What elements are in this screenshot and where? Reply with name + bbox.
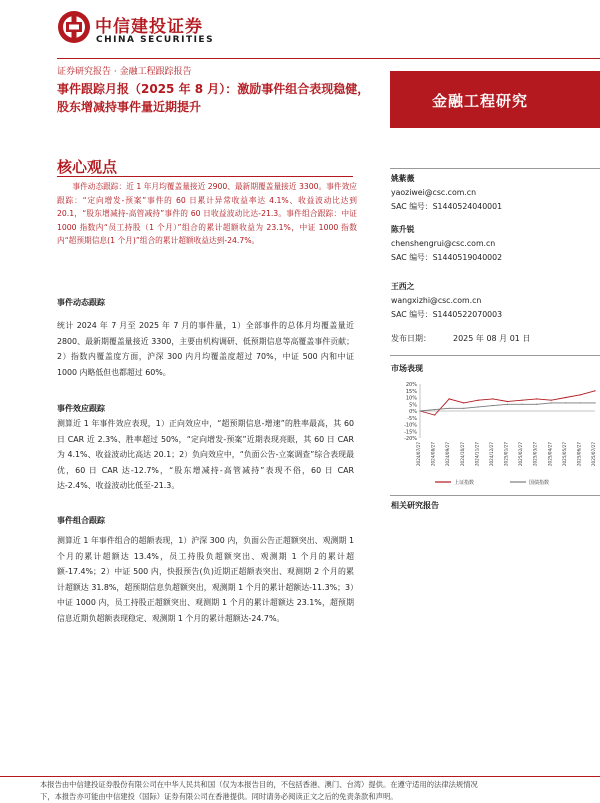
logo-name-en: CHINA SECURITIES xyxy=(96,35,215,45)
x-tick-label: 2025/04/27 xyxy=(547,442,553,467)
section-body-portfolio: 测算近 1 年事件组合的超额表现，1）沪深 300 内，负面公告正超额突出、观测期 1 个月的累计超额达 13.4%，员工持股负超额突出、观测期 1 个月的累计超额-17.4%；2）中证 500 内，快报预告(负)近期正超额表突出、观测期 2 个月的累计超额达 31.8%，超预期信息负超额突出，观测期 1 个月的累计超额达-11.3%；3）中证 1000 内，员工持股正超额突出、观测期 1 个月的累计超额达 23.1%，超预期信息近期负超额表现稳定、观测期 1 个月的累计超额达-24.7%。 xyxy=(57,536,354,623)
disclaimer xyxy=(40,779,600,803)
related-divider xyxy=(390,495,600,496)
y-tick-label: 10% xyxy=(405,395,417,402)
x-tick-label: 2025/02/27 xyxy=(518,442,524,467)
y-tick-label: 15% xyxy=(405,388,417,395)
series-point xyxy=(478,406,479,407)
logo-name-cn: 中信建投证券 xyxy=(95,17,203,37)
series-point xyxy=(449,398,450,399)
core-summary: 事件动态跟踪：近 1 年月均覆盖量接近 2900、最新期覆盖量接近 3300。事件效应跟踪：“定向增发-预案”事件的 60 日累计异常收益率达 4.1%、收益波动比达到 20.1，“股东增减持-高管减持”事件的 60 日收益波动比达-21.3。事件组合跟踪：中证 1000 指数内“员工持股（1 个月）”组合的累计超额收益为 23.1%，中证 1000 指数内“超预期信息(1 个月)”组合的累计超额收益达到-24.7%。 xyxy=(57,182,357,245)
core-heading: 核心观点 xyxy=(57,158,118,176)
x-tick-label: 2024/10/27 xyxy=(459,442,465,467)
market-heading: 市场表现 xyxy=(391,364,423,373)
section-body-dynamics: 统计 2024 年 7 月至 2025 年 7 月的事件量，1）全部事件的总体月均覆盖量近 2800、最新期覆盖量接近 3300，主要由机构调研、低预期信息等高覆盖事件贡献；2）指数内覆盖度方面，沪深 300 内月均覆盖度超过 70%，中证 500 内和中证 1000 内略低但也都超过 60%。 xyxy=(57,321,354,377)
legend-label: 国债指数 xyxy=(529,480,550,486)
analyst-card xyxy=(391,172,502,214)
analyst-sac: SAC 编号：S1440522070003 xyxy=(391,310,503,319)
header-divider xyxy=(57,58,600,59)
section-body-effect: 测算近 1 年事件效应表现，1）正向效应中，“超预期信息-增速”的胜率最高，其 60 日 CAR 近 2.3%、胜率超过 50%，“定向增发-预案”近期表现亮眼，其 60 日 CAR 为 4.1%、收益波动比高达 20.1；2）负向效应中，“负面公告-立案调查”综合表现最优，60 日 CAR 达-12.7%，“股东增减持-高管减持”表现不俗，60 日 CAR 达-2.4%、收益波动比低至-21.3。 xyxy=(57,419,354,490)
category-banner-label: 金融工程研究 xyxy=(432,92,529,110)
analyst-card xyxy=(391,223,502,265)
analyst-name: 王西之 xyxy=(391,282,415,291)
analyst-card xyxy=(391,280,502,322)
series-point xyxy=(551,402,552,403)
analyst-email[interactable]: yaoziwei@csc.com.cn xyxy=(391,188,477,197)
analyst-name: 姚紫薇 xyxy=(391,174,415,183)
disclaimer-line-1: 本报告由中信建投证券股份有限公司在中华人民共和国（仅为本报告目的，不包括香港、澳门、台湾）提供。在遵守适用的法律法规情况 xyxy=(40,780,478,789)
analyst-top-divider xyxy=(390,168,600,169)
company-logo xyxy=(57,8,217,54)
series-point xyxy=(507,404,508,405)
series-point xyxy=(580,402,581,403)
series-point xyxy=(565,402,566,403)
breadcrumb: 证券研究报告 · 金融工程跟踪报告 xyxy=(57,67,192,77)
market-divider xyxy=(390,355,600,356)
related-heading: 相关研究报告 xyxy=(391,501,439,510)
series-point xyxy=(463,408,464,409)
series-point xyxy=(507,401,508,402)
series-point xyxy=(536,404,537,405)
report-title: 事件跟踪月报（2025 年 8 月）：激励事件组合表现稳健，股东增减持事件量近期提升 xyxy=(57,82,370,114)
x-tick-label: 2024/12/27 xyxy=(488,442,494,467)
x-tick-label: 2025/03/27 xyxy=(532,442,538,467)
series-point xyxy=(565,397,566,398)
series-point xyxy=(536,398,537,399)
series-point xyxy=(492,398,493,399)
legend-label: 上证指数 xyxy=(454,480,475,486)
x-tick-label: 2025/06/27 xyxy=(576,442,582,467)
publish-date xyxy=(391,333,530,344)
analyst-name: 陈升锐 xyxy=(391,225,415,234)
y-tick-label: 20% xyxy=(405,382,417,388)
disclaimer-line-2: 下，本报告亦可能由中信建投（国际）证券有限公司在香港提供。同时请务必阅读正文之后的免责条款和声明。 xyxy=(40,792,398,801)
y-tick-label: -15% xyxy=(404,429,417,436)
market-performance-chart xyxy=(390,378,600,490)
series-point xyxy=(478,400,479,401)
publish-date-value: 2025 年 08 月 01 日 xyxy=(453,334,531,343)
y-tick-label: -10% xyxy=(404,422,417,429)
series-point xyxy=(521,404,522,405)
logo-emblem-icon xyxy=(57,10,91,44)
analyst-email[interactable]: wangxizhi@csc.com.cn xyxy=(391,296,482,305)
analyst-sac: SAC 编号：S1440524040001 xyxy=(391,202,503,211)
series-point xyxy=(521,400,522,401)
series-point xyxy=(551,400,552,401)
x-tick-label: 2025/01/27 xyxy=(503,442,509,467)
x-tick-label: 2025/05/27 xyxy=(561,442,567,467)
analyst-sac: SAC 编号：S1440519040002 xyxy=(391,253,503,262)
series-point xyxy=(419,410,420,411)
series-point xyxy=(434,409,435,410)
series-point xyxy=(434,414,435,415)
series-point xyxy=(463,402,464,403)
category-banner xyxy=(390,71,600,128)
footer-divider xyxy=(0,776,600,777)
x-tick-label: 2024/07/27 xyxy=(416,442,421,467)
section-title-portfolio: 事件组合跟踪 xyxy=(57,516,105,525)
x-tick-label: 2025/07/27 xyxy=(591,442,596,467)
series-point xyxy=(492,405,493,406)
series-point xyxy=(580,394,581,395)
series-point xyxy=(594,390,595,391)
series-point xyxy=(594,402,595,403)
analyst-email[interactable]: chenshengrui@csc.com.cn xyxy=(391,239,496,248)
x-tick-label: 2024/09/27 xyxy=(445,442,451,467)
section-title-effect: 事件效应跟踪 xyxy=(57,404,105,413)
y-tick-label: 0% xyxy=(409,409,417,415)
core-divider xyxy=(57,176,353,177)
y-tick-label: -5% xyxy=(407,415,417,422)
y-tick-label: 5% xyxy=(409,402,417,409)
publish-date-label: 发布日期： xyxy=(391,334,431,343)
series-point xyxy=(449,408,450,409)
x-tick-label: 2024/11/27 xyxy=(474,442,480,467)
section-title-dynamics: 事件动态跟踪 xyxy=(57,298,105,307)
y-tick-label: -20% xyxy=(404,436,417,442)
x-tick-label: 2024/08/27 xyxy=(430,442,436,467)
